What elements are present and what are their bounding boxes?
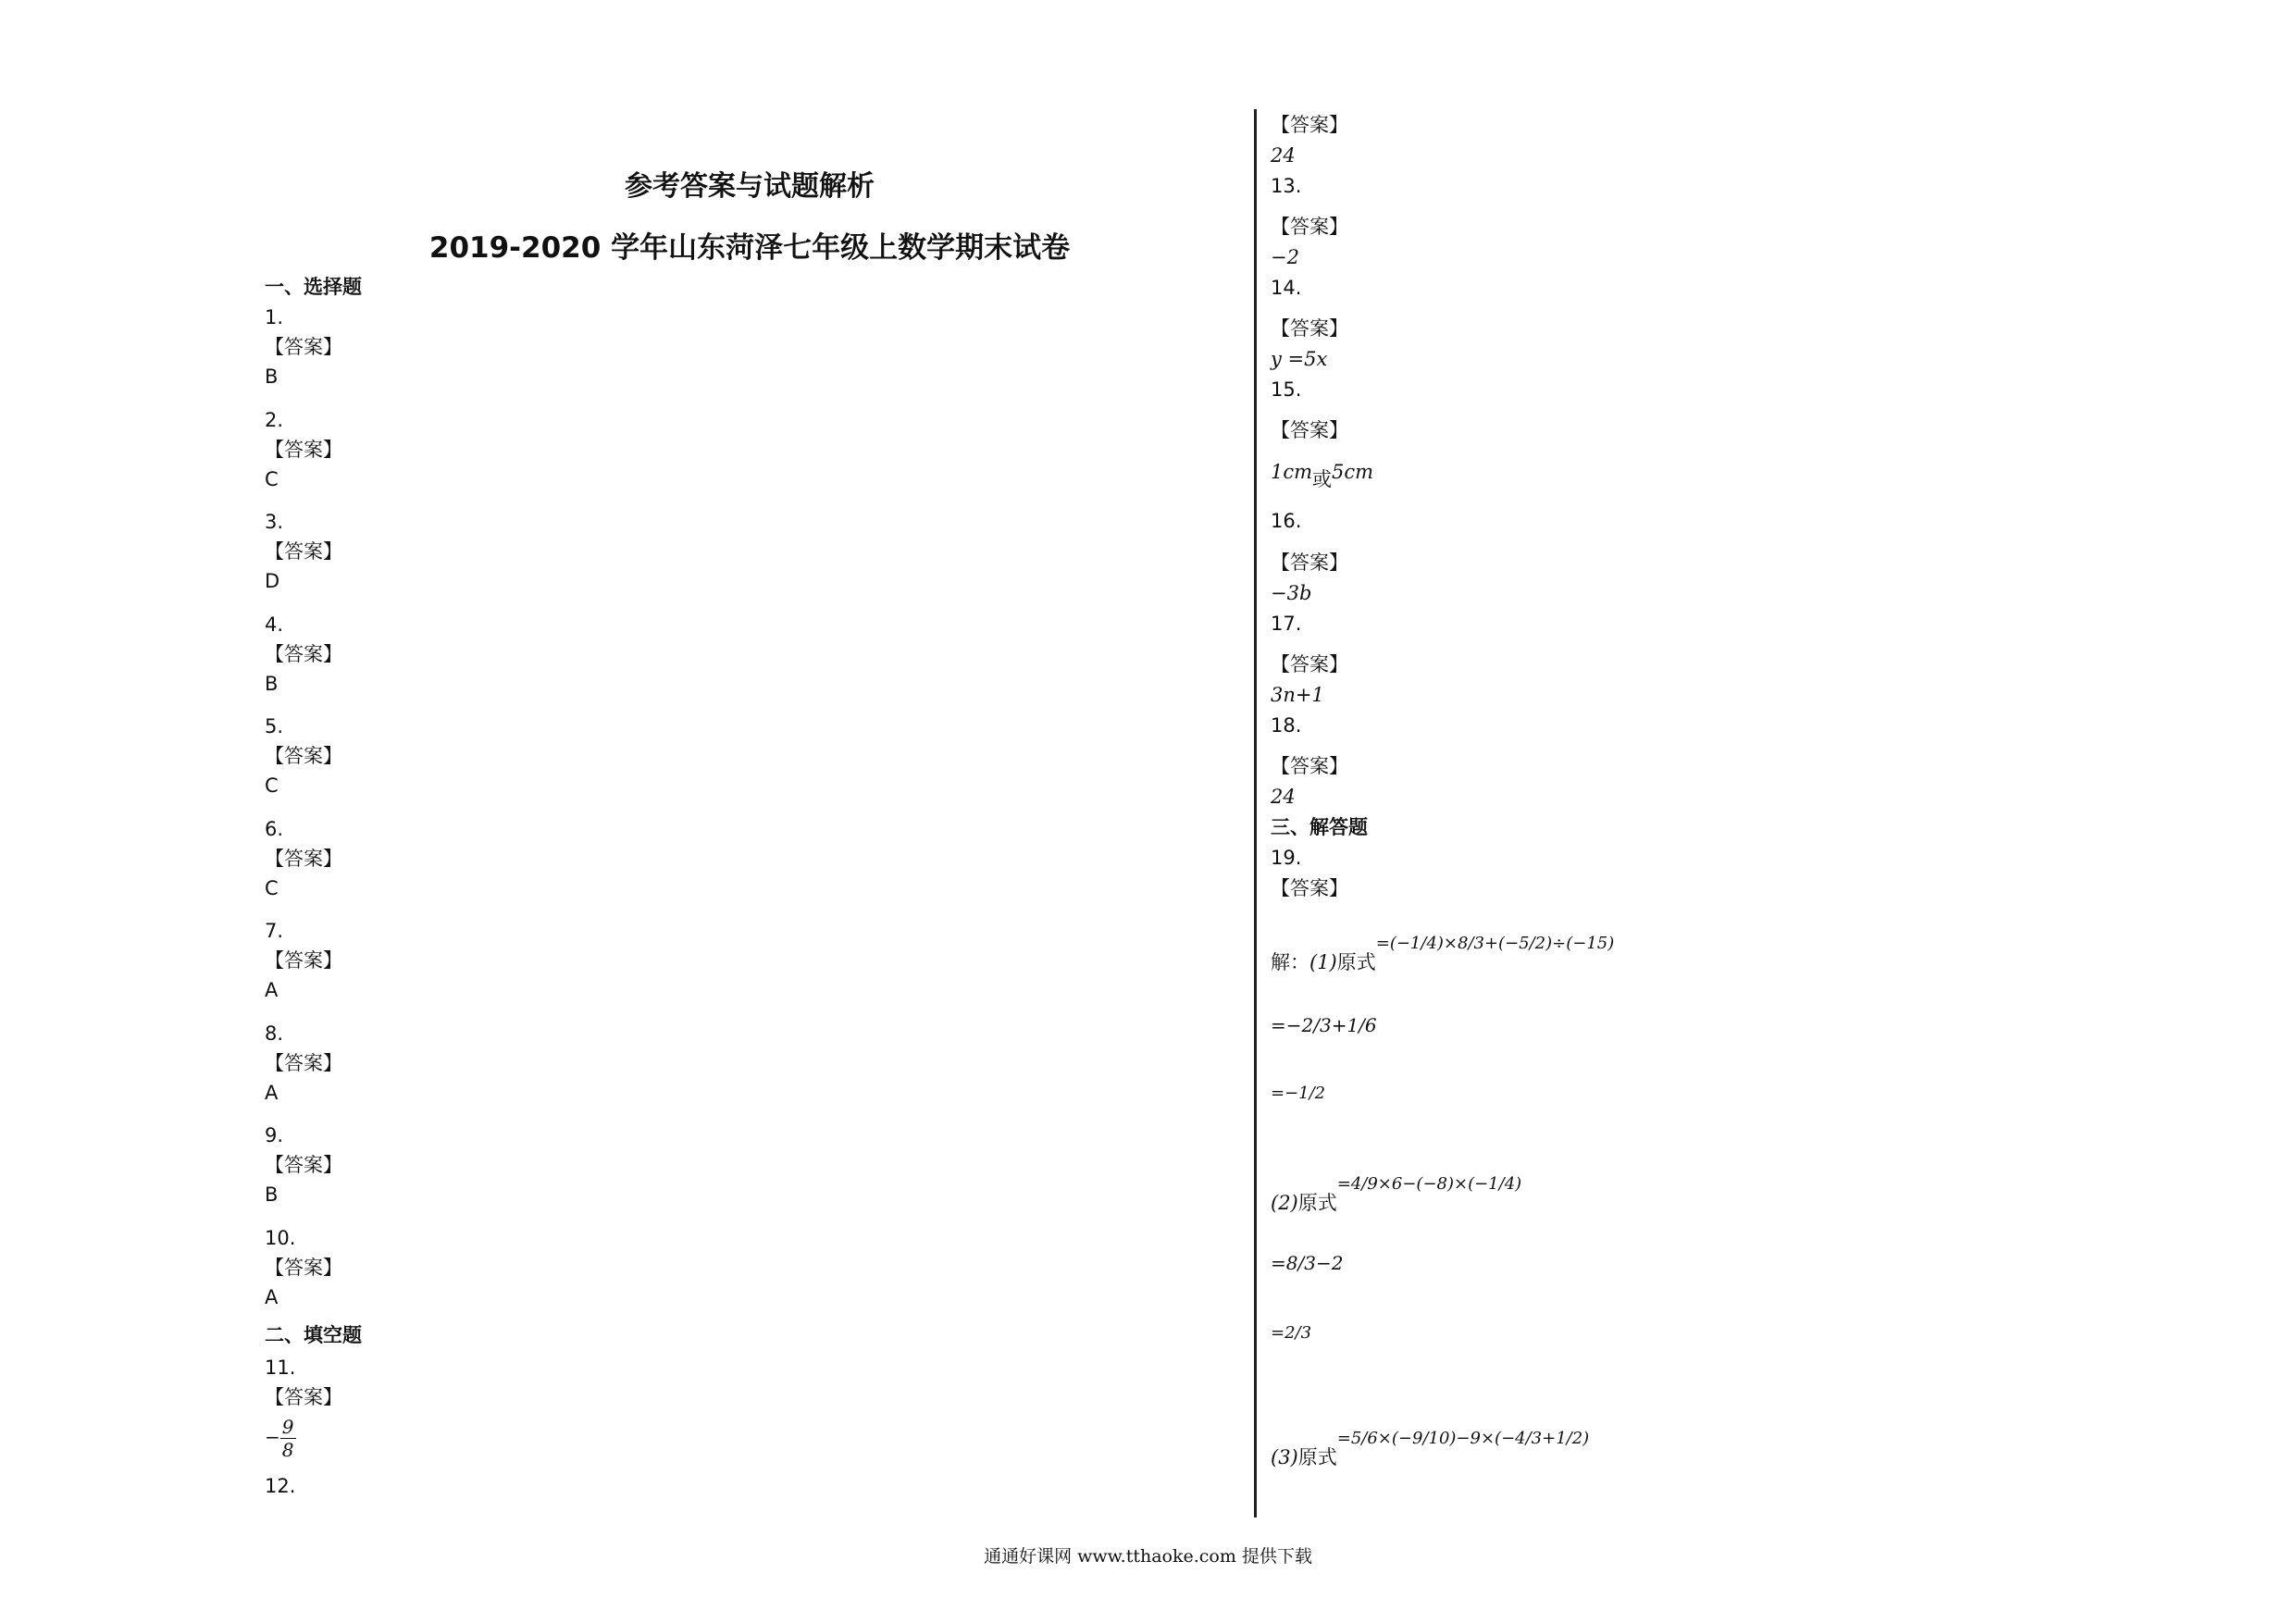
answer-value: 24 (1271, 144, 1296, 167)
question-number: 17. (1271, 613, 1302, 635)
sign: − (265, 1426, 280, 1448)
answer-tag: 【答案】 (265, 949, 342, 972)
answer-tag: 【答案】 (1271, 551, 1348, 574)
answer-tag: 【答案】 (265, 1154, 342, 1176)
answer-value: B (265, 365, 279, 388)
question-number: 19. (1271, 847, 1302, 869)
math-expression: =−1/2 (1271, 1084, 1326, 1103)
answer-tag: 【答案】 (265, 1256, 342, 1279)
answer-value: B (265, 1183, 279, 1206)
answer-value: D (265, 570, 280, 592)
page-title: 参考答案与试题解析 (625, 170, 875, 203)
math-expression: =8/3−2 (1271, 1252, 1344, 1274)
answer-tag: 【答案】 (1271, 419, 1348, 441)
question-number: 9. (265, 1124, 284, 1146)
answer-value: A (265, 979, 279, 1001)
answer-tag: 【答案】 (265, 847, 342, 870)
part-label: (3) (1271, 1446, 1298, 1468)
part-label: (1) (1309, 951, 1337, 973)
yuanshi-label: 原式 (1336, 951, 1376, 973)
answer-value: A (265, 1285, 279, 1308)
answer-value: −3b (1271, 582, 1312, 604)
answer-tag: 【答案】 (265, 336, 342, 358)
question-number: 4. (265, 613, 284, 636)
answer-value: C (265, 467, 279, 490)
question-number: 16. (1271, 510, 1302, 532)
question-number: 5. (265, 715, 284, 737)
answer-value: A (265, 1081, 279, 1104)
section-choice: 一、选择题 (265, 276, 362, 298)
math-expression: =−2/3+1/6 (1271, 1014, 1377, 1036)
answer-value: C (265, 774, 279, 797)
answer-tag: 【答案】 (265, 642, 342, 665)
section-fill: 二、填空题 (265, 1324, 362, 1346)
exam-subtitle: 2019-2020 学年山东菏泽七年级上数学期末试卷 (428, 231, 1071, 265)
math-expression: =5/6×(−9/10)−9×(−4/3+1/2) (1336, 1429, 1590, 1448)
question-number: 2. (265, 408, 284, 431)
answer-tag: 【答案】 (265, 540, 342, 563)
answer-value (1271, 461, 1374, 490)
solution-1-line-1 (1271, 934, 1615, 973)
footer-source: 通通好课网 www.tthaoke.com 提供下载 (984, 1546, 1312, 1567)
question-number: 1. (265, 306, 284, 328)
answer-value: B (265, 672, 279, 695)
answer-tag: 【答案】 (265, 438, 342, 461)
answer-value: −2 (1271, 246, 1299, 268)
answer-tag: 【答案】 (1271, 877, 1348, 899)
denominator: 8 (281, 1439, 294, 1461)
answer-value: C (265, 876, 279, 899)
answer-tag: 【答案】 (1271, 755, 1348, 777)
numerator: 9 (281, 1416, 294, 1438)
math-expression: =(−1/4)×8/3+(−5/2)÷(−15) (1375, 934, 1615, 953)
yuanshi-label: 原式 (1297, 1446, 1337, 1468)
question-number: 12. (265, 1475, 296, 1497)
answer-part: 5cm (1332, 461, 1374, 483)
yuanshi-label: 原式 (1297, 1192, 1337, 1214)
math-expression: =2/3 (1271, 1323, 1312, 1343)
solution-3-line-1 (1271, 1429, 1590, 1468)
answer-value: 3n+1 (1271, 684, 1324, 706)
answer-value: 24 (1271, 786, 1296, 808)
question-number: 6. (265, 817, 284, 840)
question-number: 13. (1271, 175, 1302, 197)
jie-label: 解： (1271, 951, 1309, 973)
answer-tag: 【答案】 (265, 1386, 342, 1408)
or-word: 或 (1312, 468, 1333, 490)
question-number: 3. (265, 511, 284, 533)
column-divider (1254, 109, 1257, 1518)
question-number: 7. (265, 920, 284, 942)
answer-value: y =5x (1271, 348, 1328, 370)
math-expression: =4/9×6−(−8)×(−1/4) (1336, 1174, 1522, 1194)
answer-tag: 【答案】 (1271, 114, 1348, 136)
answer-part: 1cm (1271, 461, 1313, 483)
answer-tag: 【答案】 (265, 1051, 342, 1074)
question-number: 15. (1271, 378, 1302, 401)
question-number: 10. (265, 1226, 296, 1249)
question-number: 18. (1271, 714, 1302, 737)
answer-tag: 【答案】 (1271, 653, 1348, 675)
question-number: 14. (1271, 277, 1302, 299)
answer-tag: 【答案】 (265, 745, 342, 767)
section-solve: 三、解答题 (1271, 816, 1368, 838)
part-label: (2) (1271, 1192, 1298, 1214)
solution-2-line-1 (1271, 1174, 1522, 1214)
answer-tag: 【答案】 (1271, 317, 1348, 340)
question-number: 11. (265, 1357, 296, 1379)
question-number: 8. (265, 1022, 284, 1045)
answer-tag: 【答案】 (1271, 216, 1348, 238)
answer-value (265, 1418, 296, 1459)
